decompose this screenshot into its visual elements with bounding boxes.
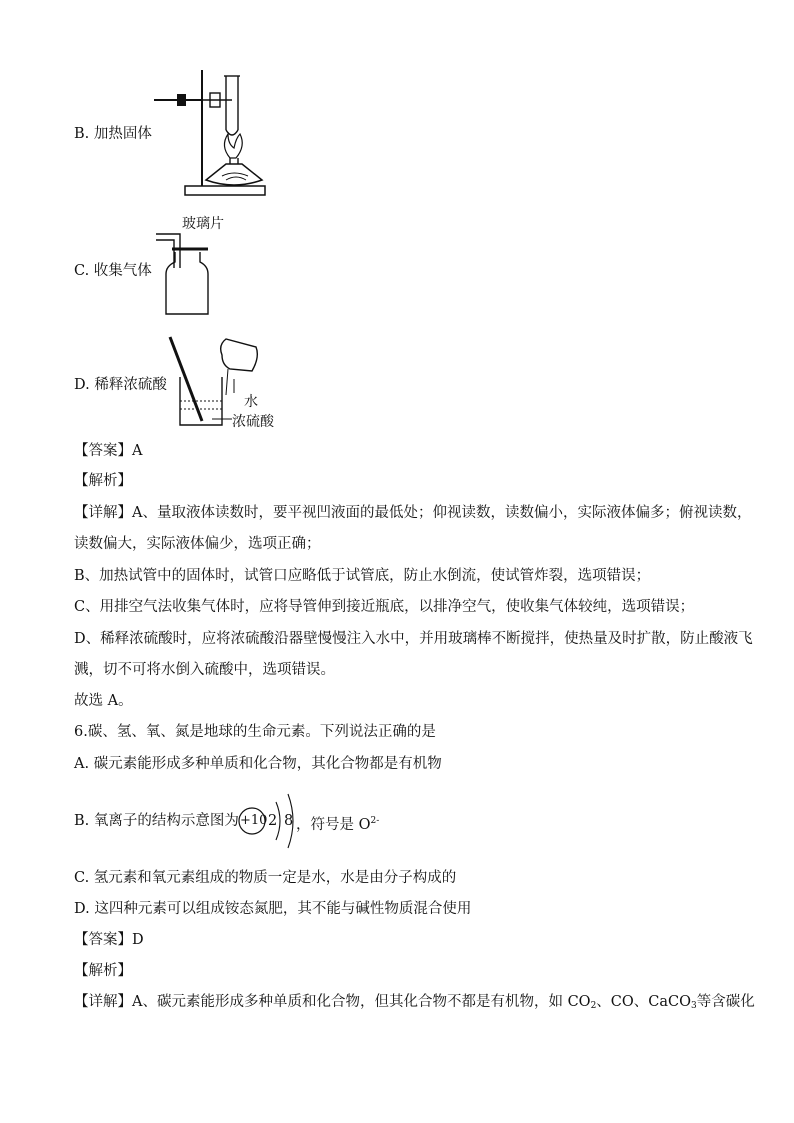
detail-5-d2: 溅，切不可将水倒入硫酸中，选项错误。 <box>74 662 335 678</box>
acid-label: 浓硫酸 <box>232 414 274 430</box>
answer-5: 【答案】A <box>74 443 143 459</box>
glass-plate-label: 玻璃片 <box>182 216 224 232</box>
answer-6: 【答案】D <box>74 932 144 948</box>
shell-1-electrons: 2 <box>268 813 278 829</box>
detail-5-b: B、加热试管中的固体时，试管口应略低于试管底，防止水倒流，使试管炸裂，选项错误； <box>74 568 651 584</box>
option-c-collect-gas: C. 收集气体 <box>74 263 152 279</box>
water-label: 水 <box>244 394 258 410</box>
detail-5-d1: D、稀释浓硫酸时，应将浓硫酸沿器壁慢慢注入水中，并用玻璃棒不断搅拌，使热量及时扩散，防止酸液飞 <box>74 631 753 647</box>
option-d-dilute-acid: D. 稀释浓硫酸 <box>74 377 167 393</box>
heating-solid-apparatus <box>150 68 270 198</box>
analysis-title-5: 【解析】 <box>74 473 132 489</box>
question-6-option-d: D. 这四种元素可以组成铵态氮肥，其不能与碱性物质混合使用 <box>74 901 472 917</box>
question-6-option-b-suffix: ，符号是 $O^{2-}$ <box>296 816 380 833</box>
nucleus-charge: +10 <box>240 813 268 828</box>
option-b-heat-solid: B. 加热固体 <box>74 126 152 142</box>
detail-5-line2: 读数偏大，实际液体偏少，选项正确； <box>74 536 321 552</box>
detail-5-c: C、用排空气法收集气体时，应将导管伸到接近瓶底，以排净空气，使收集气体较纯，选项错误； <box>74 599 695 615</box>
question-6-option-a: A. 碳元素能形成多种单质和化合物，其化合物都是有机物 <box>74 756 442 772</box>
analysis-title-6: 【解析】 <box>74 963 132 979</box>
detail-5-line1: 【详解】A、量取液体读数时，要平视凹液面的最低处；仰视读数，读数偏小，实际液体偏多；俯视读数， <box>74 505 752 521</box>
question-6-option-c: C. 氢元素和氧元素组成的物质一定是水，水是由分子构成的 <box>74 870 457 886</box>
gas-collection-bottle <box>150 228 220 320</box>
detail-6-line1: 【详解】A、碳元素能形成多种单质和化合物，但其化合物不都是有机物，如 $CO_2$、CO、CaCO$_3$等含碳化 <box>74 994 755 1011</box>
question-6-option-b-prefix: B. 氧离子的结构示意图为 <box>74 813 239 829</box>
shell-2-electrons: 8 <box>284 813 294 829</box>
conclusion-5: 故选 A。 <box>74 693 133 709</box>
question-6-stem: 6.碳、氢、氧、氮是地球的生命元素。下列说法正确的是 <box>74 724 436 740</box>
